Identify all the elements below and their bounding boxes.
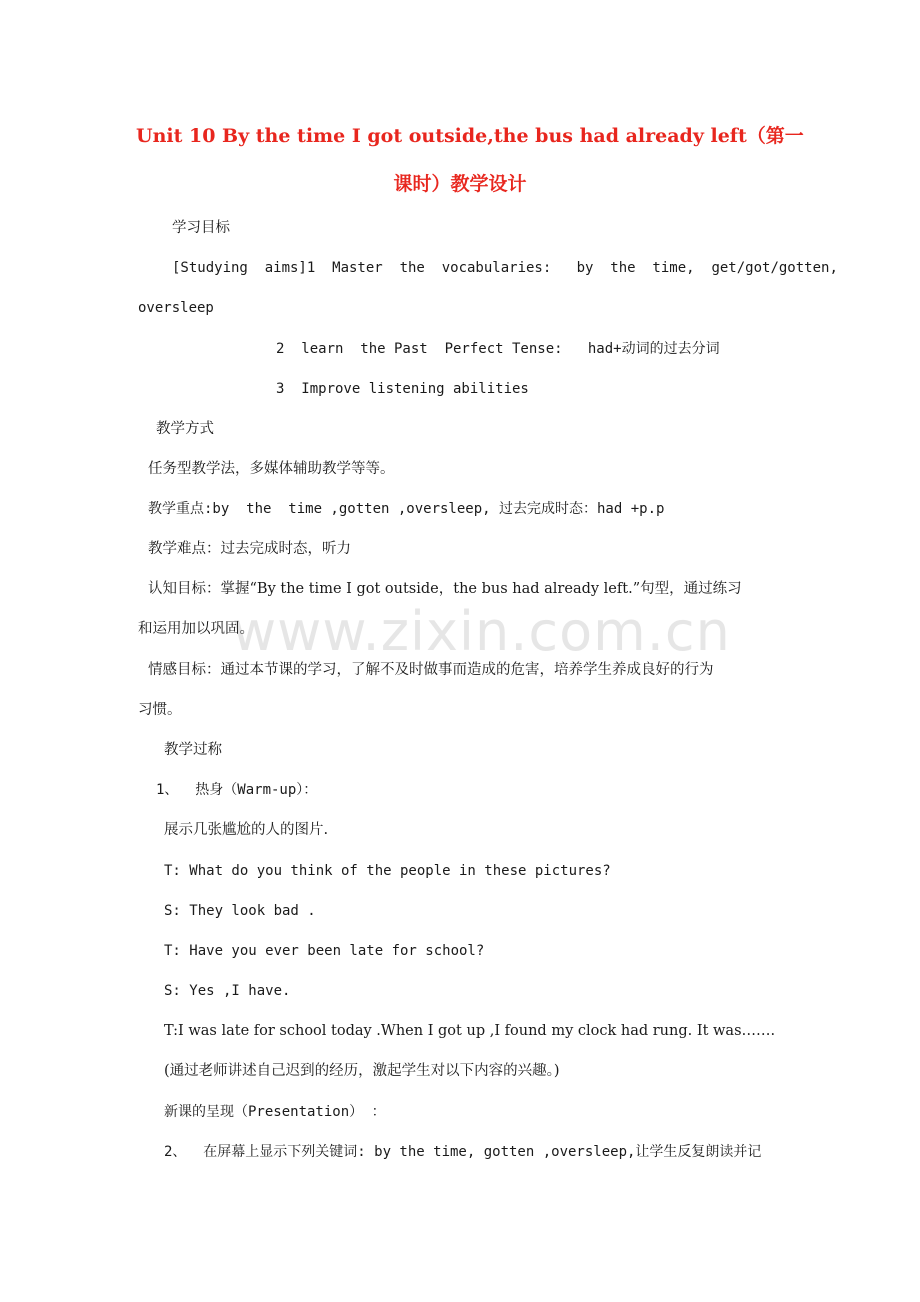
emotional-goal: 情感目标：通过本节课的学习，了解不及时做事而造成的危害，培养学生养成良好的行为 (148, 662, 714, 678)
dialogue-teacher-1: T: What do you think of the people in these pictures? (164, 863, 611, 879)
aims-line-3: 3 Improve listening abilities (276, 381, 529, 397)
goals-heading: 学习目标 (172, 220, 230, 236)
explanatory-note: (通过老师讲述自己迟到的经历，激起学生对以下内容的兴趣。) (164, 1063, 560, 1079)
show-pictures: 展示几张尴尬的人的图片. (164, 822, 329, 838)
method-text: 任务型教学法，多媒体辅助教学等等。 (148, 461, 395, 477)
cognitive-goal: 认知目标：掌握“By the time I got outside，the bus had already left.”句型，通过练习 (148, 581, 742, 597)
watermark-text: www.zixin.com.cn (232, 600, 731, 663)
method-heading: 教学方式 (156, 421, 214, 437)
aims-line-1: [Studying aims]1 Master the vocabularies: by the time, get/got/gotten, (172, 260, 838, 276)
dialogue-student-2: S: Yes ,I have. (164, 983, 291, 999)
cognitive-goal-cont: 和运用加以巩固。 (138, 621, 254, 637)
document-title-line1: Unit 10 By the time I got outside,the bus had already left（第一 (136, 125, 804, 147)
dialogue-teacher-2: T: Have you ever been late for school? (164, 943, 485, 959)
key-points: 教学重点:by the time ,gotten ,oversleep, 过去完成时态：had +p.p (148, 501, 665, 517)
step-1: 1、 热身（Warm-up）： (156, 782, 318, 798)
step-2: 2、 在屏幕上显示下列关键词: by the time, gotten ,oversleep,让学生反复朗读并记 (164, 1144, 762, 1160)
document-title-line2: 课时）教学设计 (393, 173, 527, 195)
process-heading: 教学过称 (164, 742, 222, 758)
difficulties: 教学难点：过去完成时态，听力 (148, 541, 351, 557)
aims-line-2: 2 learn the Past Perfect Tense: had+动词的过去分词 (276, 341, 720, 357)
emotional-goal-cont: 习惯。 (138, 702, 182, 718)
presentation-heading: 新课的呈现（Presentation） ： (164, 1104, 386, 1120)
dialogue-teacher-3: T:I was late for school today .When I got up ,I found my clock had rung. It was……. (164, 1023, 776, 1039)
aims-line-1-cont: oversleep (138, 300, 214, 316)
dialogue-student-1: S: They look bad . (164, 903, 316, 919)
